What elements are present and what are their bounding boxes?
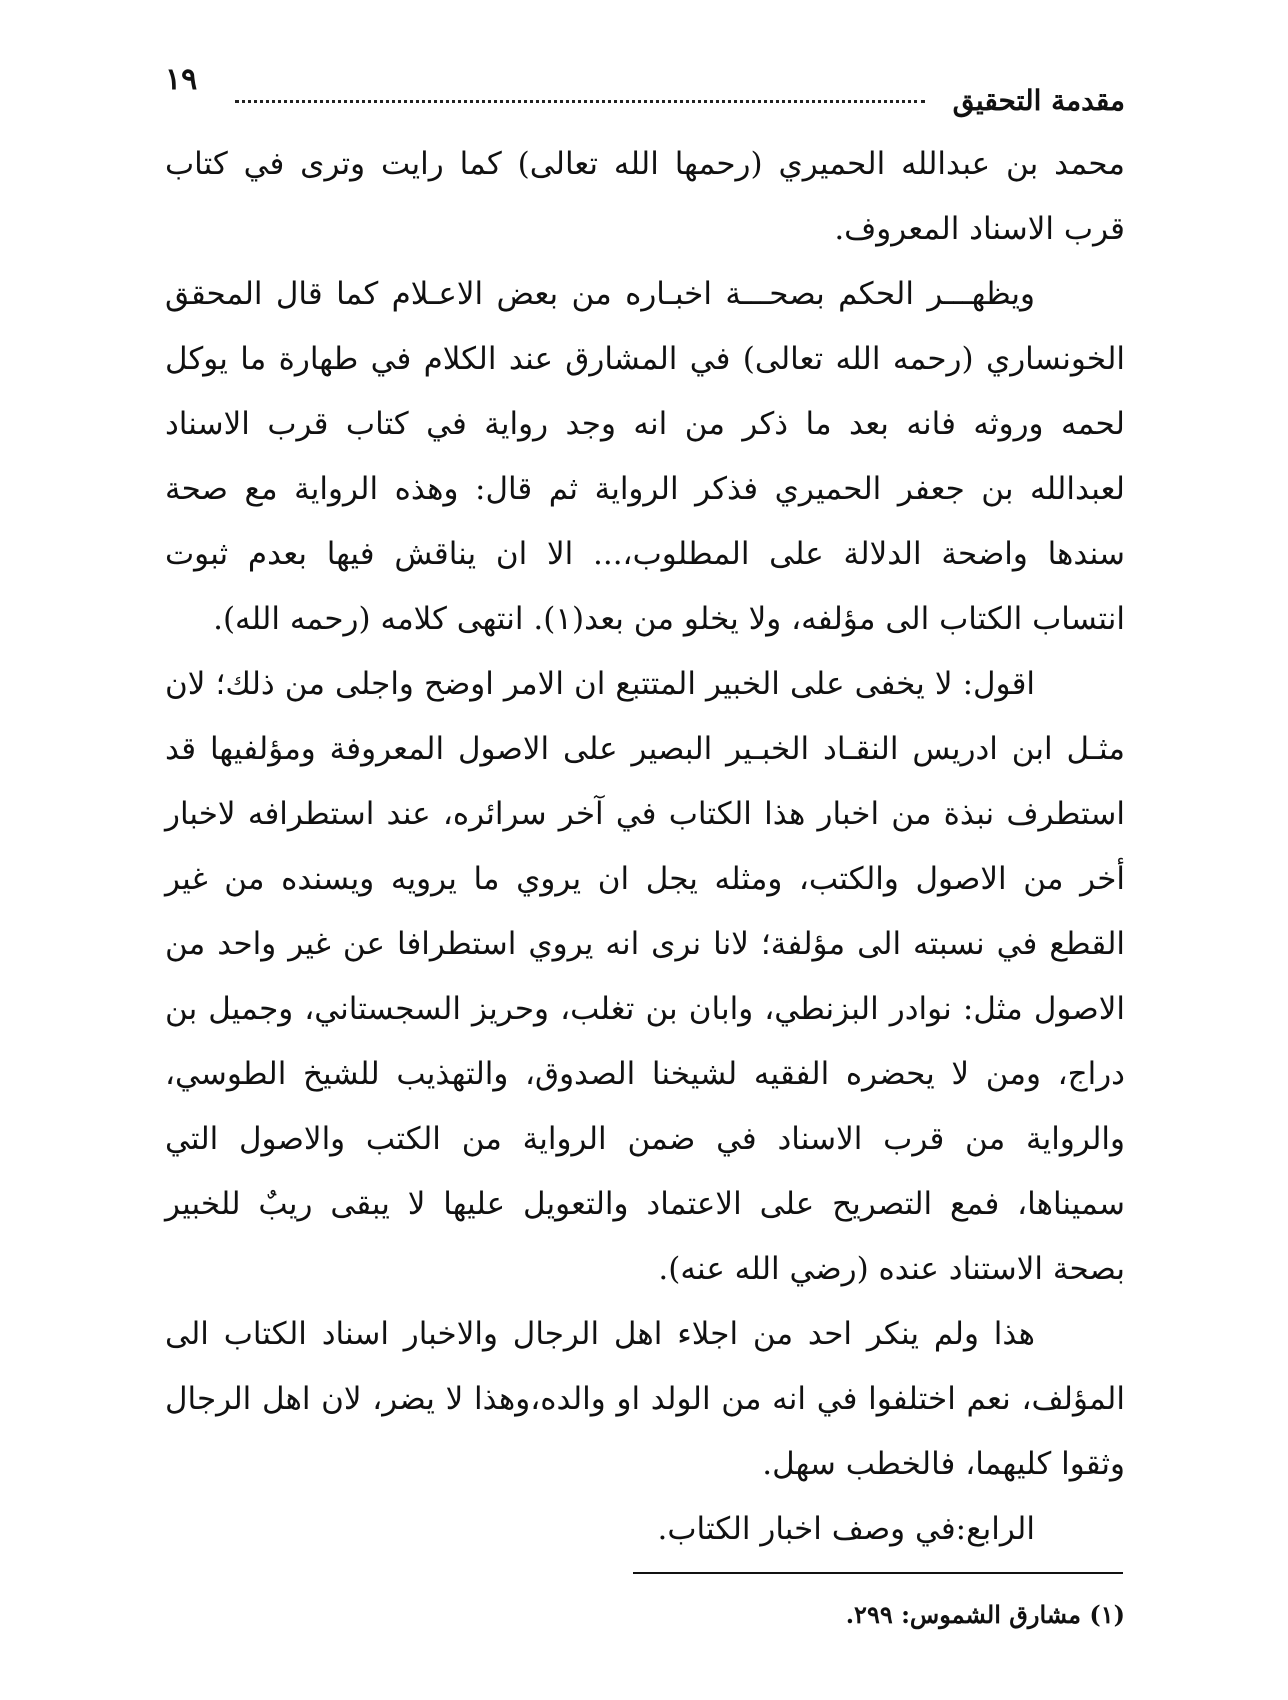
page-header [165, 60, 1125, 120]
chapter-title: مقدمة التحقيق [952, 84, 1125, 117]
page-number: ١٩ [165, 62, 198, 97]
paragraph: ويظهـــر الحكم بصحـــة اخبـاره من بعض الاعـلام كما قال المحقق الخونساري (رحمه الله تعالى) في المشارق عند الكلام في طهارة ما يوكل لحمه وروثه فانه بعد ما ذكر من انه وجد رواية في كتاب قرب الاسناد لعبدالله بن جعفر الحميري فذكر الرواية ثم قال: وهذه الرواية مع صحة سندها واضحة الدلالة على المطلوب،... الا ان يناقش فيها بعدم ثبوت انتساب الكتاب الى مؤلفه، ولا يخلو من بعد(١). انتهى كلامه (رحمه الله). [165, 276, 1125, 637]
paragraph: اقول: لا يخفى على الخبير المتتبع ان الامر اوضح واجلى من ذلك؛ لان مثـل ابن ادريس النقـاد الخبـير البصير على الاصول المعروفة ومؤلفيها قد استطرف نبذة من اخبار هذا الكتاب في آخر سرائره، عند استطرافه لاخبار أخر من الاصول والكتب، ومثله يجل ان يروي ما يرويه ويسنده من غير القطع في نسبته الى مؤلفة؛ لانا نرى انه يروي استطرافا عن غير واحد من الاصول مثل: نوادر البزنطي، وابان بن تغلب، وحريز السجستاني، وجميل بن دراج، ومن لا يحضره الفقيه لشيخنا الصدوق، والتهذيب للشيخ الطوسي، والرواية من قرب الاسناد في ضمن الرواية من الكتب والاصول التي سميناها، فمع التصريح على الاعتماد والتعويل عليها لا يبقى ريبٌ للخبير بصحة الاستناد عنده (رضي الله عنه). [165, 666, 1125, 1287]
footnote-divider [633, 1572, 1123, 1574]
section-heading: الرابع:في وصف اخبار الكتاب. [657, 1511, 1035, 1547]
paragraph: محمد بن عبدالله الحميري (رحمها الله تعالى) كما رايت وترى في كتاب قرب الاسناد المعروف. [165, 146, 1125, 247]
footnote: (١) مشارق الشموس: ٢٩٩. [845, 1600, 1125, 1629]
paragraph: هذا ولم ينكر احد من اجلاء اهل الرجال والاخبار اسناد الكتاب الى المؤلف، نعم اختلفوا في انه من الولد او والده،وهذا لا يضر، لان اهل الرجال وثقوا كليهما، فالخطب سهل. [165, 1316, 1125, 1482]
body-text [165, 132, 1125, 1562]
header-dotted-leader [235, 100, 925, 103]
